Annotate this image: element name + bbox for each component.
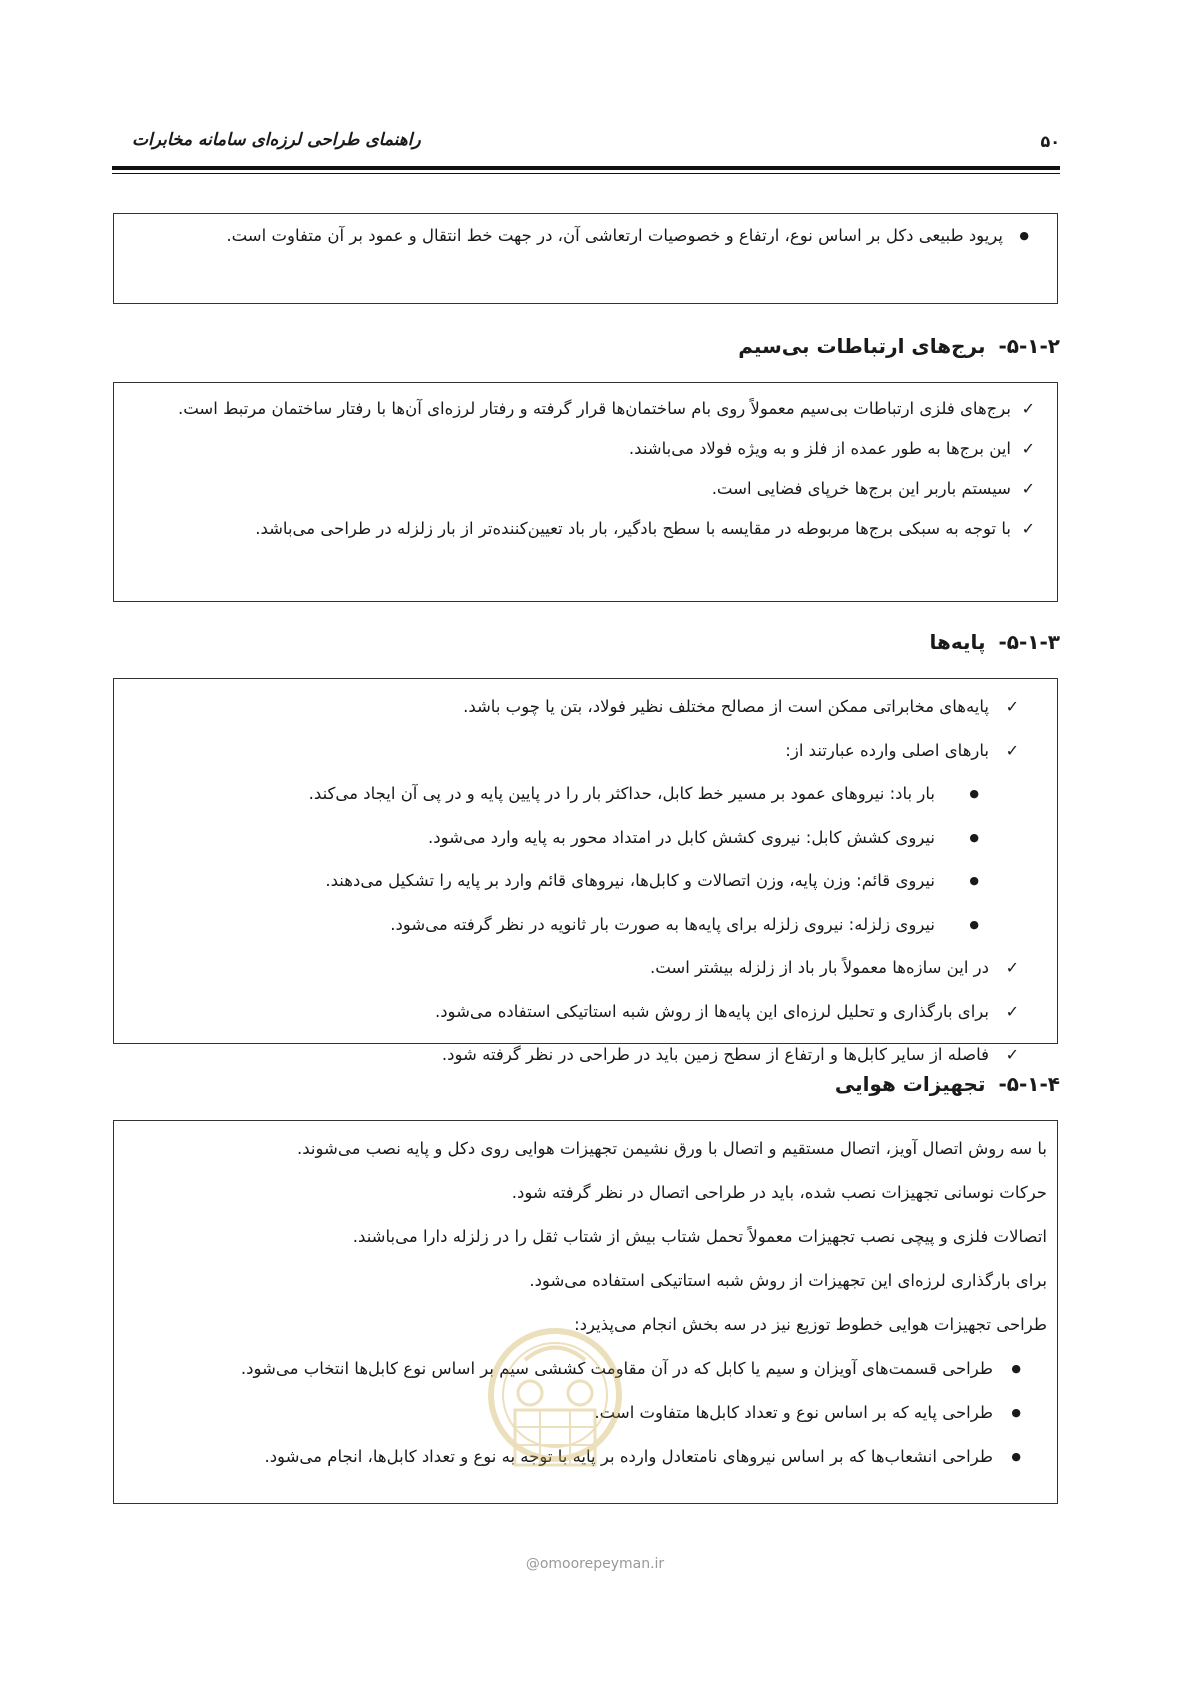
- bullet-icon: ●: [1011, 1362, 1021, 1375]
- bullet-icon: ●: [1011, 1450, 1021, 1463]
- check-icon: ✓: [1005, 1045, 1019, 1064]
- check-icon: ✓: [1021, 439, 1035, 458]
- section-title: برج‌های ارتباطات بی‌سیم: [738, 334, 986, 358]
- header-rule-thin: [112, 173, 1060, 174]
- list-item: ✓ بارهای اصلی وارده عبارتند از:: [124, 729, 1019, 773]
- bullet-icon: ●: [969, 874, 979, 887]
- page-header: [112, 120, 1060, 160]
- section-heading-poles: [929, 630, 1060, 654]
- check-icon: ✓: [1021, 519, 1035, 538]
- section-heading-aerial-equipment: [835, 1072, 1060, 1096]
- list-item: ● طراحی پایه که بر اساس نوع و تعداد کابل‌ها متفاوت است.: [124, 1391, 1047, 1435]
- check-icon: ✓: [1005, 1001, 1019, 1021]
- aerial-equipment-box: [113, 1120, 1058, 1504]
- poles-box: [113, 678, 1058, 1064]
- watermark-text: @omoorepeyman.ir: [525, 1556, 665, 1572]
- paragraph: حرکات نوسانی تجهیزات نصب شده، باید در طراحی اتصال در نظر گرفته شود.: [511, 1183, 1047, 1202]
- header-rule-thick: [112, 166, 1060, 170]
- bullet-icon: ●: [969, 787, 979, 800]
- check-icon: ✓: [1005, 740, 1019, 760]
- section-number: ۵-۱-۲-: [998, 334, 1060, 358]
- list-item: ✓ برج‌های فلزی ارتباطات بی‌سیم معمولاً روی بام ساختمان‌ها قرار گرفته و رفتار لرزه‌ای آن‌ها با رفتار ساختمان مرتبط است.: [124, 389, 1043, 429]
- list-item: ✓ با توجه به سبکی برج‌ها مربوطه در مقایسه با سطح بادگیر، بار باد تعیین‌کننده‌تر از بار زلزله در طراحی می‌باشد.: [124, 509, 1043, 549]
- check-icon: ✓: [1021, 399, 1035, 418]
- section-heading-towers: [738, 334, 1060, 358]
- section-title: پایه‌ها: [929, 630, 986, 654]
- list-item: ✓ در این سازه‌ها معمولاً بار باد از زلزله بیشتر است.: [124, 946, 1019, 990]
- list-item: ✓ این برج‌ها به طور عمده از فلز و به ویژه فولاد می‌باشند.: [124, 429, 1043, 469]
- list-item: ● طراحی قسمت‌های آویزان و سیم یا کابل که در آن مقاومت کششی سیم بر اساس نوع کابل‌ها انتخاب می‌شود.: [124, 1347, 1047, 1391]
- check-icon: ✓: [1021, 479, 1035, 498]
- paragraph: اتصالات فلزی و پیچی نصب تجهیزات معمولاً تحمل شتاب بیش از شتاب ثقل را در زلزله دارا می‌باشند.: [352, 1227, 1047, 1246]
- intro-bullet: ● پریود طبیعی دکل بر اساس نوع، ارتفاع و خصوصیات ارتعاشی آن، در جهت خط انتقال و عمود بر آن متفاوت است.: [124, 216, 1043, 256]
- towers-box: [113, 382, 1058, 602]
- list-item: ✓ سیستم باربر این برج‌ها خرپای فضایی است.: [124, 469, 1043, 509]
- section-title: تجهیزات هوایی: [834, 1072, 986, 1096]
- check-icon: ✓: [1005, 958, 1019, 977]
- paragraph: با سه روش اتصال آویز، اتصال مستقیم و اتصال با ورق نشیمن تجهیزات هوایی روی دکل و پایه نصب می‌شوند.: [297, 1139, 1047, 1158]
- bullet-icon: ●: [1011, 1406, 1021, 1419]
- bullet-icon: ●: [1019, 229, 1029, 242]
- section-number: ۵-۱-۴-: [998, 1072, 1060, 1096]
- sub-list-item: ● بار باد: نیروهای عمود بر مسیر خط کابل، حداکثر بار را در پایین پایه و در پی آن ایجاد می‌کند.: [124, 772, 1019, 816]
- sub-list-item: ● نیروی زلزله: نیروی زلزله برای پایه‌ها به صورت بار ثانویه در نظر گرفته می‌شود.: [124, 903, 1019, 947]
- sub-list-item: ● نیروی قائم: وزن پایه، وزن اتصالات و کابل‌ها، نیروهای قائم وارد بر پایه را تشکیل می‌دهند.: [124, 859, 1019, 903]
- bullet-icon: ●: [969, 917, 979, 931]
- list-item: ✓ برای بارگذاری و تحلیل لرزه‌ای این پایه‌ها از روش شبه استاتیکی استفاده می‌شود.: [124, 990, 1019, 1034]
- page-number: ۵۰: [1040, 132, 1060, 151]
- list-item: ✓ فاصله از سایر کابل‌ها و ارتفاع از سطح زمین باید در طراحی در نظر گرفته شود.: [124, 1033, 1019, 1077]
- running-title: راهنمای طراحی لرزه‌ای سامانه مخابرات: [132, 130, 421, 150]
- sub-list-item: ● نیروی کشش کابل: نیروی کشش کابل در امتداد محور به پایه وارد می‌شود.: [124, 816, 1019, 860]
- list-item: ● طراحی انشعاب‌ها که بر اساس نیروهای نامتعادل وارده بر پایه با توجه به نوع و تعداد کابل‌ها، انجام می‌شود.: [124, 1435, 1047, 1479]
- bullet-icon: ●: [969, 830, 979, 844]
- intro-box: [113, 213, 1058, 304]
- section-number: ۵-۱-۳-: [998, 630, 1060, 654]
- paragraph: طراحی تجهیزات هوایی خطوط توزیع نیز در سه بخش انجام می‌پذیرد:: [574, 1315, 1047, 1334]
- list-item: ✓ پایه‌های مخابراتی ممکن است از مصالح مختلف نظیر فولاد، بتن یا چوب باشد.: [124, 685, 1019, 729]
- check-icon: ✓: [1005, 697, 1019, 716]
- paragraph: برای بارگذاری لرزه‌ای این تجهیزات از روش شبه استاتیکی استفاده می‌شود.: [529, 1271, 1047, 1290]
